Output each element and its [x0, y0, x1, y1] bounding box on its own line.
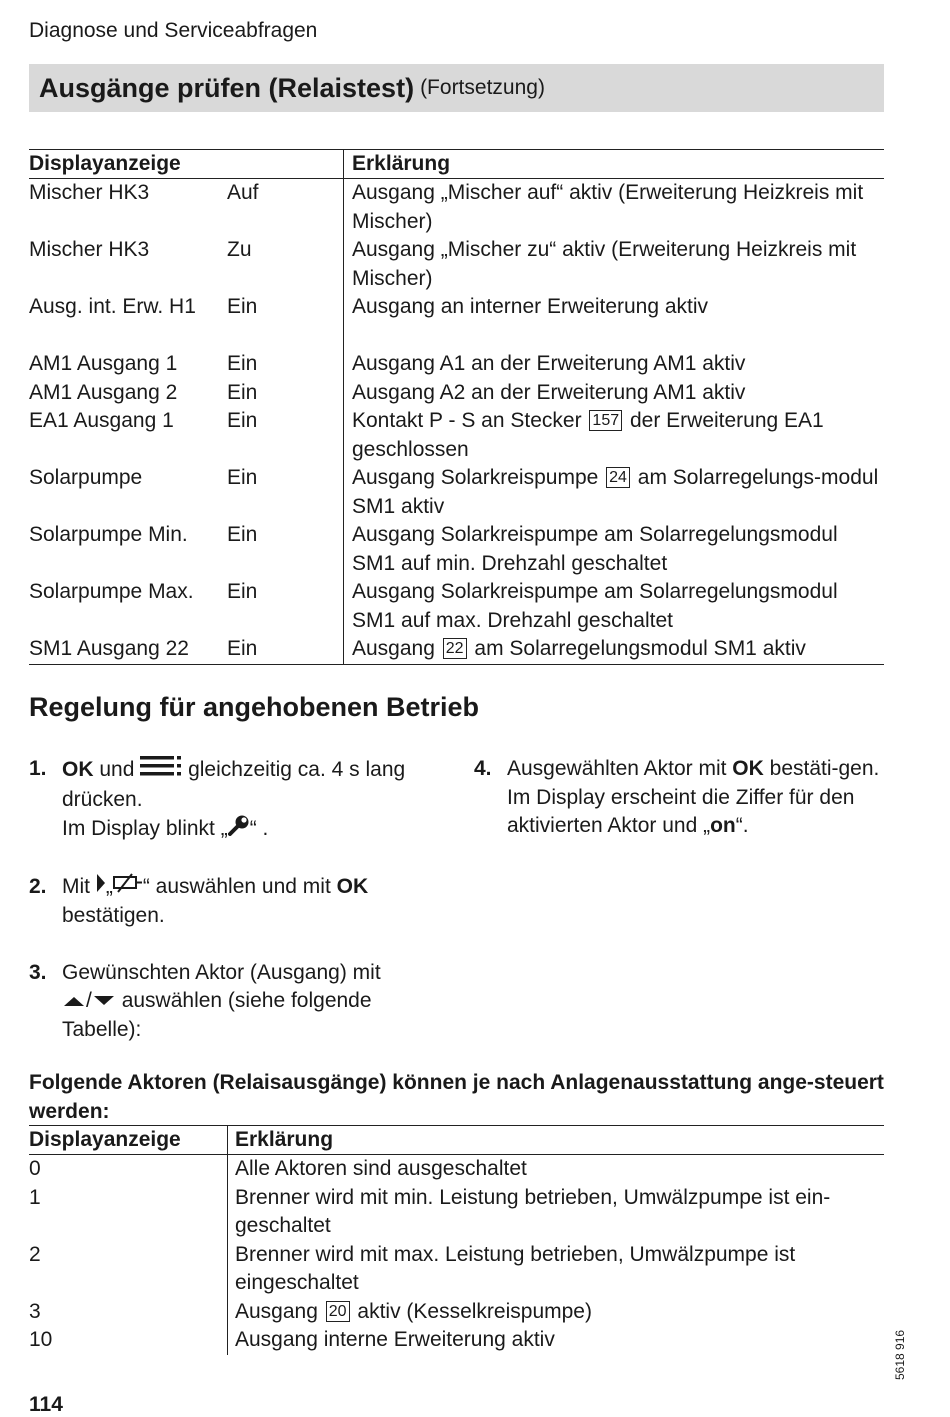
step-text: und: [99, 757, 135, 781]
section-title: Ausgänge prüfen (Relaistest): [39, 72, 415, 103]
step-number: 2.: [29, 875, 47, 898]
cell-display: EA1 Ausgang 1: [29, 409, 174, 432]
table-row: [29, 379, 884, 408]
cell-explanation: Brenner wird mit max. Leistung betrieben, Umwälzpumpe ist eingeschaltet: [235, 1242, 796, 1294]
step-text: bestätigen.: [62, 903, 165, 927]
cell-explanation: [352, 635, 884, 664]
table-row: [29, 521, 884, 578]
cell-display: AM1 Ausgang 1: [29, 352, 178, 375]
cell-explanation: Ausgang Solarkreispumpe am Solarregelungsmodul SM1 auf min. Drehzahl geschaltet: [352, 523, 838, 575]
cell-state: Ein: [227, 637, 258, 660]
cell-display: Mischer HK3: [29, 181, 150, 204]
ok-key-label: OK: [62, 757, 94, 781]
explanation-text: Ausgang: [352, 637, 435, 660]
table-row: [29, 1241, 884, 1298]
cell-state: Auf: [227, 181, 259, 204]
step-text: /: [86, 989, 92, 1013]
steps-right-column: [474, 755, 889, 869]
step-text: “ auswählen und mit: [142, 875, 331, 898]
cell-state: Ein: [227, 523, 258, 546]
terminal-number-box: 157: [589, 410, 622, 431]
wrench-icon: [228, 814, 250, 845]
cell-state: Ein: [227, 380, 258, 404]
cell-explanation: Brenner wird mit min. Leistung betrieben, Umwälzpumpe ist ein-geschaltet: [235, 1185, 831, 1237]
step-text: Gewünschten Aktor (Ausgang) mit: [62, 960, 381, 984]
terminal-number-box: 24: [606, 467, 630, 488]
table-header-row: [29, 149, 884, 179]
step-text: Im Display blinkt „: [62, 816, 228, 840]
cell-display: 3: [29, 1299, 41, 1323]
cell-display: SM1 Ausgang 22: [29, 637, 189, 660]
table-row: [29, 464, 884, 521]
step-text: auswählen (siehe folgende Tabelle):: [62, 989, 372, 1041]
table-row: [29, 1298, 884, 1327]
down-arrow-icon: [92, 987, 116, 1016]
ok-key-label: OK: [732, 757, 764, 780]
cell-state: Zu: [227, 238, 252, 261]
step-text: “.: [735, 814, 749, 837]
explanation-text: Ausgang: [235, 1299, 318, 1323]
header-explanation: Erklärung: [235, 1128, 334, 1151]
explanation-text: am Solarregelungsmodul SM1 aktiv: [474, 637, 806, 660]
table-row: [29, 635, 884, 665]
header-display: Displayanzeige: [29, 1128, 181, 1151]
table-row: [29, 578, 884, 635]
up-arrow-icon: [62, 987, 86, 1016]
relay-icon: [113, 873, 143, 902]
table-row: [29, 293, 884, 350]
cell-display: 10: [29, 1328, 53, 1351]
explanation-text: Kontakt P - S an Stecker: [352, 409, 582, 432]
ok-key-label: OK: [336, 875, 369, 898]
table-row: [29, 179, 884, 236]
section-suffix: (Fortsetzung): [420, 76, 545, 99]
cell-explanation: Ausgang „Mischer auf“ aktiv (Erweiterung Heizkreis mit Mischer): [352, 181, 864, 233]
cell-explanation: Ausgang Solarkreispumpe am Solarregelungsmodul SM1 auf max. Drehzahl geschaltet: [352, 580, 838, 632]
step-4: [474, 755, 889, 841]
cell-explanation: [352, 464, 884, 521]
terminal-number-box: 20: [326, 1301, 350, 1322]
subheading: Regelung für angehobenen Betrieb: [29, 692, 480, 722]
cell-explanation: Ausgang A2 an der Erweiterung AM1 aktiv: [352, 380, 746, 404]
cell-state: Ein: [227, 352, 258, 375]
actors-table: [29, 1125, 884, 1355]
step-number: 1.: [29, 757, 47, 780]
explanation-text: am Solarregelungs-modul SM1 aktiv: [352, 466, 879, 518]
table-header-row: [29, 1125, 884, 1155]
step-text: gleichzeitig ca. 4 s lang drücken.: [62, 757, 406, 811]
terminal-number-box: 22: [443, 638, 467, 659]
cell-explanation: [235, 1298, 884, 1327]
cell-display: 1: [29, 1185, 41, 1209]
step-text: Mit: [62, 875, 90, 898]
header-display: Displayanzeige: [29, 152, 181, 175]
cell-explanation: Ausgang interne Erweiterung aktiv: [235, 1328, 555, 1351]
section-title-bar: [29, 64, 884, 112]
cell-display: 0: [29, 1157, 41, 1180]
on-label: on: [710, 814, 736, 837]
running-header: Diagnose und Serviceabfragen: [29, 19, 318, 42]
table-row: [29, 1184, 884, 1241]
cell-explanation: Ausgang A1 an der Erweiterung AM1 aktiv: [352, 352, 746, 375]
cell-state: Ein: [227, 409, 258, 432]
cell-display: Solarpumpe Max.: [29, 580, 194, 603]
step-text: Ausgewählten Aktor mit: [507, 757, 727, 780]
steps-left-column: [29, 755, 454, 1073]
page-number: 114: [29, 1393, 63, 1416]
step-text: “ .: [249, 816, 269, 840]
cell-state: Ein: [227, 580, 258, 603]
cell-state: Ein: [227, 295, 258, 318]
table-row: [29, 350, 884, 379]
step-text: „: [105, 875, 113, 898]
cell-display: Solarpumpe Min.: [29, 523, 188, 546]
table-row: [29, 1155, 884, 1184]
cell-display: Mischer HK3: [29, 238, 150, 261]
table-row: [29, 407, 884, 464]
relay-test-table: [29, 149, 884, 665]
step-1: [29, 755, 454, 845]
step-3: [29, 959, 454, 1045]
cell-display: Solarpumpe: [29, 466, 143, 489]
step-text: Im Display erscheint die Ziffer für den aktivierten Aktor und „: [507, 785, 855, 837]
cell-display: AM1 Ausgang 2: [29, 380, 178, 404]
cell-explanation: [352, 407, 884, 464]
table-row: [29, 1326, 884, 1355]
cell-display: Ausg. int. Erw. H1: [29, 295, 196, 318]
cell-display: 2: [29, 1242, 41, 1266]
explanation-text: der Erweiterung EA1 geschlossen: [352, 409, 824, 461]
table-row: [29, 236, 884, 293]
menu-icon: [140, 755, 182, 786]
cell-state: Ein: [227, 466, 258, 489]
step-number: 4.: [474, 757, 492, 780]
cell-explanation: Alle Aktoren sind ausgeschaltet: [235, 1157, 527, 1180]
cell-explanation: Ausgang „Mischer zu“ aktiv (Erweiterung Heizkreis mit Mischer): [352, 238, 857, 290]
step-text: bestäti-gen.: [769, 757, 880, 780]
explanation-text: aktiv (Kesselkreispumpe): [357, 1299, 592, 1323]
header-explanation: Erklärung: [352, 152, 451, 175]
actors-table-title: Folgende Aktoren (Relaisausgänge) können je nach Anlagenausstattung ange-steuert werden:: [29, 1071, 884, 1123]
step-number: 3.: [29, 960, 47, 984]
step-2: [29, 873, 454, 930]
document-code: 5618 916: [893, 1329, 907, 1380]
right-arrow-icon: [96, 873, 106, 902]
cell-explanation: Ausgang an interner Erweiterung aktiv: [352, 295, 709, 318]
explanation-text: Ausgang Solarkreispumpe: [352, 466, 599, 489]
